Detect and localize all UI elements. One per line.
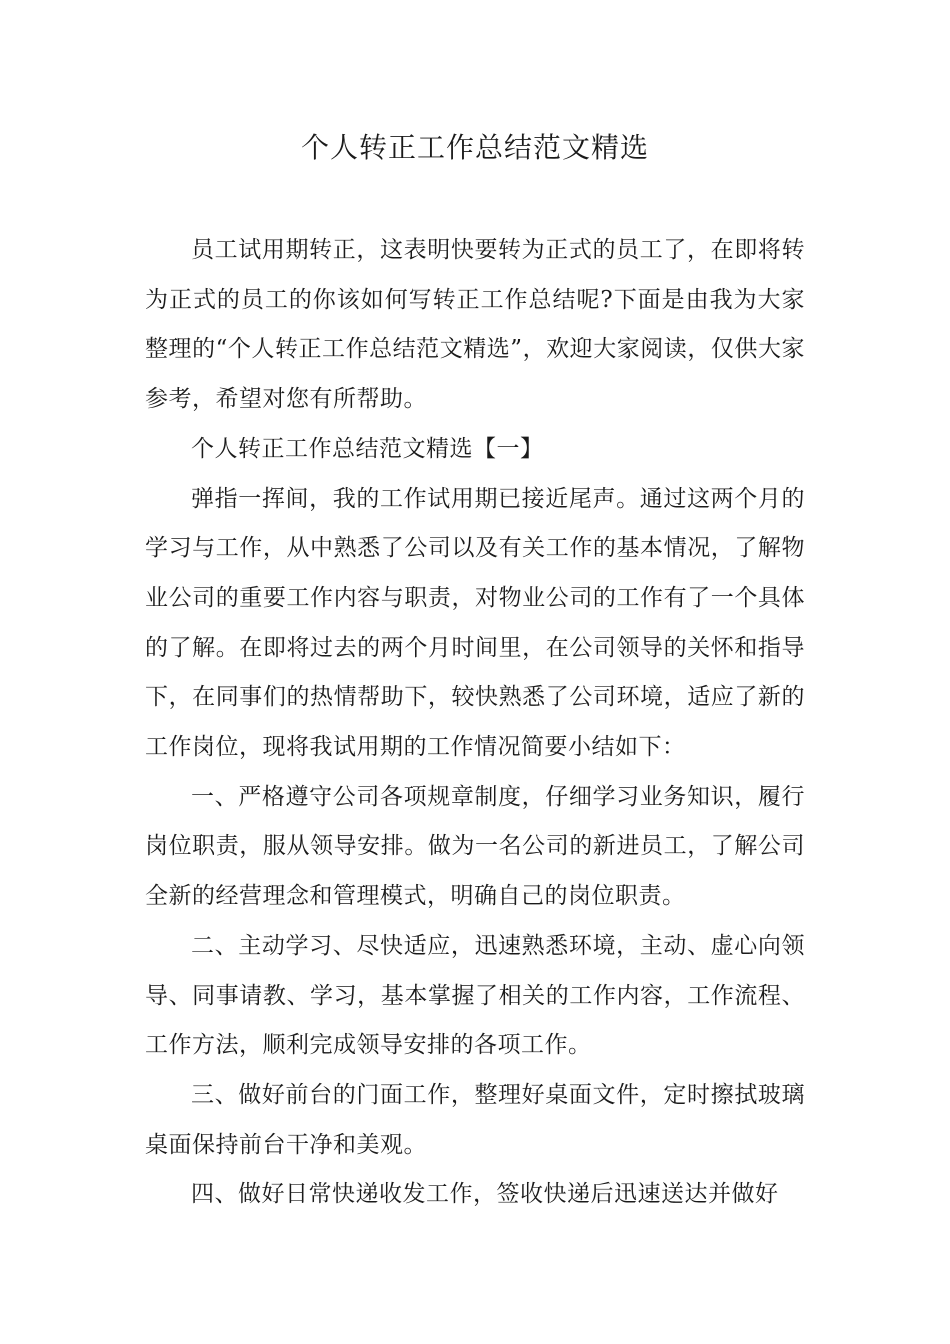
body-paragraph: 弹指一挥间，我的工作试用期已接近尾声。通过这两个月的学习与工作，从中熟悉了公司以及有关工作的基本情况，了解物业公司的重要工作内容与职责，对物业公司的工作有了一个具体的了解。在即将过去的两个月时间里，在公司领导的关怀和指导下，在同事们的热情帮助下，较快熟悉了公司环境，适应了新的工作岗位，现将我试用期的工作情况简要小结如下： (145, 485, 805, 761)
intro-paragraph: 员工试用期转正，这表明快要转为正式的员工了，在即将转为正式的员工的你该如何写转正工作总结呢?下面是由我为大家整理的“个人转正工作总结范文精选”，欢迎大家阅读，仅供大家参考，希望对您有所帮助。 (145, 237, 805, 413)
document-title: 个人转正工作总结范文精选 (300, 131, 649, 164)
section-heading: 个人转正工作总结范文精选【一】 (191, 435, 544, 462)
list-item-1: 一、严格遵守公司各项规章制度，仔细学习业务知识，履行岗位职责，服从领导安排。做为一名公司的新进员工，了解公司全新的经营理念和管理模式，明确自己的岗位职责。 (145, 783, 805, 910)
list-item-4: 四、做好日常快递收发工作，签收快递后迅速送达并做好 (191, 1181, 779, 1208)
list-item-3: 三、做好前台的门面工作，整理好桌面文件，定时擦拭玻璃桌面保持前台干净和美观。 (145, 1081, 805, 1158)
document-body (145, 226, 805, 1220)
list-item-2: 二、主动学习、尽快适应，迅速熟悉环境，主动、虚心向领导、同事请教、学习，基本掌握了相关的工作内容，工作流程、工作方法，顺利完成领导安排的各项工作。 (145, 932, 805, 1059)
